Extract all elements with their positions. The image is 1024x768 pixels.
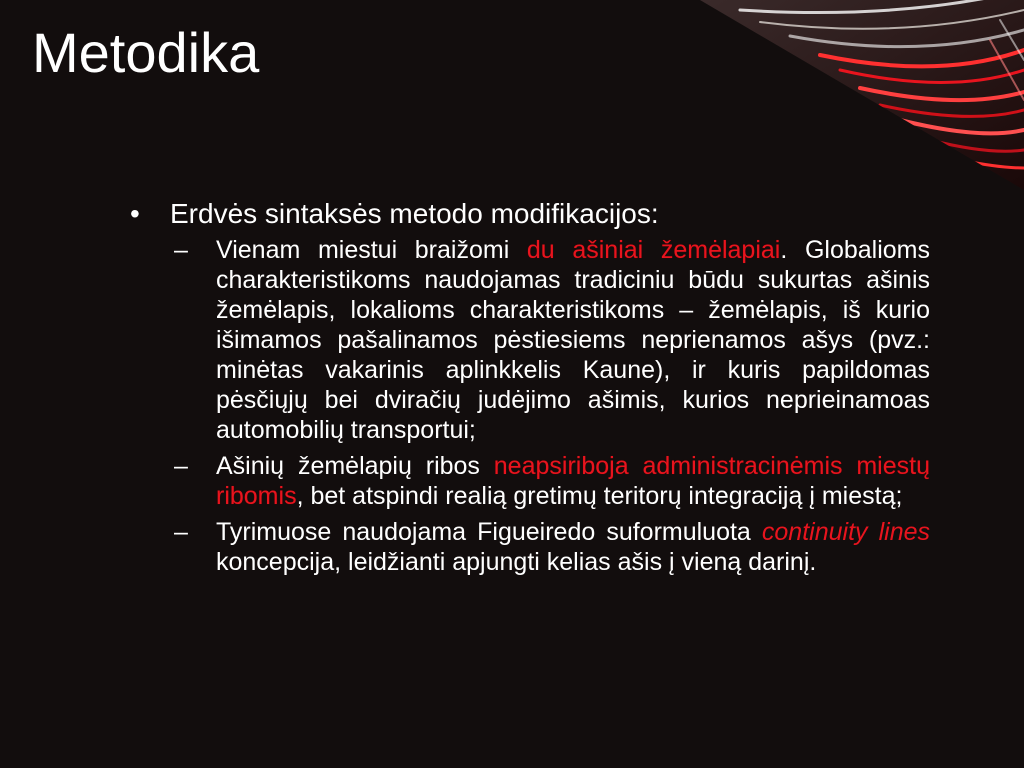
slide-content xyxy=(130,197,930,583)
list-item: – Ašinių žemėlapių ribos neapsiriboja administracinėmis miestų ribomis, bet atspindi realią gretimų teritorų integraciją į miestą; xyxy=(130,451,930,511)
highlight-text: du ašiniai žemėlapiai xyxy=(526,236,781,264)
list-item: – Tyrimuose naudojama Figueiredo suformuluota continuity lines koncepcija, leidžianti apjungti kelias ašis į vieną darinį. xyxy=(130,517,930,577)
slide-title: Metodika xyxy=(32,21,260,84)
bullet-icon: • xyxy=(130,198,140,229)
highlight-text: continuity lines xyxy=(761,518,930,546)
dash-icon: – xyxy=(174,518,188,546)
dash-icon: – xyxy=(174,452,188,480)
dash-icon: – xyxy=(174,236,188,264)
main-bullet-text: Erdvės sintaksės metodo modifikacijos: xyxy=(170,198,659,229)
list-item: – Vienam miestui braižomi du ašiniai žemėlapiai. Globalioms charakteristikoms naudojamas tradiciniu būdu sukurtas ašinis žemėlapis, lokalioms charakteristikoms – žemėlapis, iš kurio išimamos pašalinamos pėstiesiems neprienamos ašys (pvz.: minėtas vakarinis aplinkkelis Kaune), ir kuris papildomas pėsčiųjų bei dviračių judėjimo ašimis, kurios neprieinamoas automobilių transportui; xyxy=(130,235,930,445)
highlight-text: neapsiriboja administracinėmis miestų ribomis xyxy=(216,452,930,510)
sub-list xyxy=(130,235,930,577)
main-bullet xyxy=(130,197,930,231)
